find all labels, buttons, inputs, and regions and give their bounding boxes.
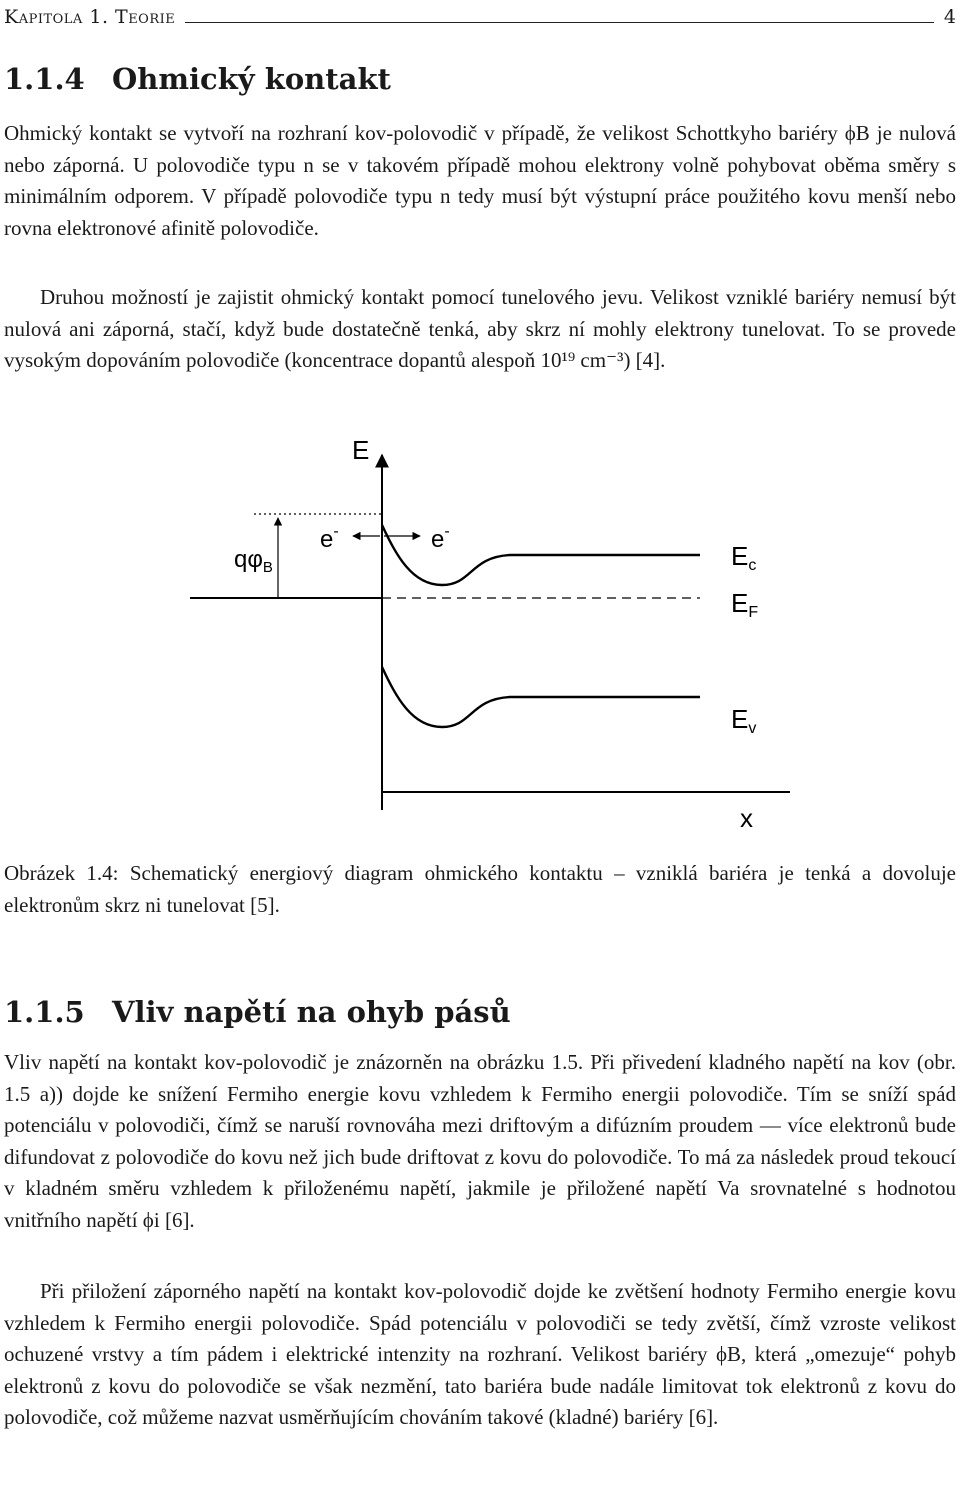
energy-axis-label: E xyxy=(352,435,370,465)
electron-label-right: e- xyxy=(431,523,450,553)
section-heading-ohmic-contact xyxy=(4,62,391,96)
conduction-band-edge xyxy=(382,525,700,585)
section-number: 1.1.4 xyxy=(4,62,85,96)
valence-band-label: Ev xyxy=(731,704,757,737)
section-title: Vliv napětí na ohyb pásů xyxy=(112,995,511,1029)
paragraph: Ohmický kontakt se vytvoří na rozhraní kov-polovodič v případě, že velikost Schottkyho bariéry ϕB je nulová nebo záporná. U polovodiče typu n se v takovém případě mohou elektrony volně pohybovat oběma směry s minimálním odporem. V případě polovodiče typu n tedy musí být výstupní práce použitého kovu menší nebo rovna elektronové afinitě polovodiče. xyxy=(4,121,956,240)
running-header xyxy=(4,0,956,28)
conduction-band-label: Ec xyxy=(731,541,757,574)
paragraph: Vliv napětí na kontakt kov-polovodič je znázorněn na obrázku 1.5. Při přivedení kladného napětí na kov (obr. 1.5 a)) dojde ke snížení Fermiho energie kovu vzhledem k Fermiho energii polovodiče. Tím se sníží spád potenciálu v polovodiči, čímž se naruší rovnováha mezi driftovým a difúzním proudem — více elektronů bude difundovat z polovodiče do kovu než jich bude driftovat z kovu do polovodiče. To má za následek proud tekoucí v kladném směru vzhledem k přiloženému napětí, jakmile je přiložené napětí Va srovnatelné s hodnotou vnitřního napětí ϕi [6]. xyxy=(4,1050,956,1232)
paragraph: Při přiložení záporného napětí na kontakt kov-polovodič dojde ke zvětšení hodnoty Fermiho energie kovu vzhledem k Fermiho energii polovodiče. Spád potenciálu v polovodiči se tedy zvětší, čímž vzroste velikost ochuzené vrstvy a tím pádem i elektrické intenzity na rozhraní. Velikost bariéry ϕB, která „omezuje“ pohyb elektronů z kovu do polovodiče se však nezmění, tato bariéra bude nadále limitovat tok elektronů z kovu do polovodiče, což můžeme nazvat usměrňujícím chováním takové (kladné) bariéry [6]. xyxy=(4,1279,956,1429)
electron-label-left: e- xyxy=(320,523,339,553)
position-axis-label: x xyxy=(740,803,753,833)
fermi-level-label: EF xyxy=(731,588,759,621)
figure-caption: Obrázek 1.4: Schematický energiový diagram ohmického kontaktu – vzniklá bariéra je tenká a dovoluje elektronům skrz ni tunelovat [5]. xyxy=(4,861,956,917)
header-rule xyxy=(185,22,934,23)
chapter-title: Kapitola 1. Teorie xyxy=(4,6,176,28)
barrier-height-label: $q\varphi_B$ xyxy=(234,546,273,576)
section-heading-voltage-influence xyxy=(4,995,511,1029)
section-number: 1.1.5 xyxy=(4,995,85,1029)
paragraph: Druhou možností je zajistit ohmický kontakt pomocí tunelového jevu. Velikost vzniklé bariéry nemusí být nulová ani záporná, stačí, když bude dostatečně tenká, aby skrz ní mohly elektrony tunelovat. To se provede vysokým dopováním polovodiče (koncentrace dopantů alespoň 10¹⁹ cm⁻³) [4]. xyxy=(4,285,956,372)
valence-band-edge xyxy=(382,667,700,727)
energy-band-diagram xyxy=(150,435,850,855)
section-title: Ohmický kontakt xyxy=(112,62,391,96)
page-number: 4 xyxy=(943,6,956,28)
